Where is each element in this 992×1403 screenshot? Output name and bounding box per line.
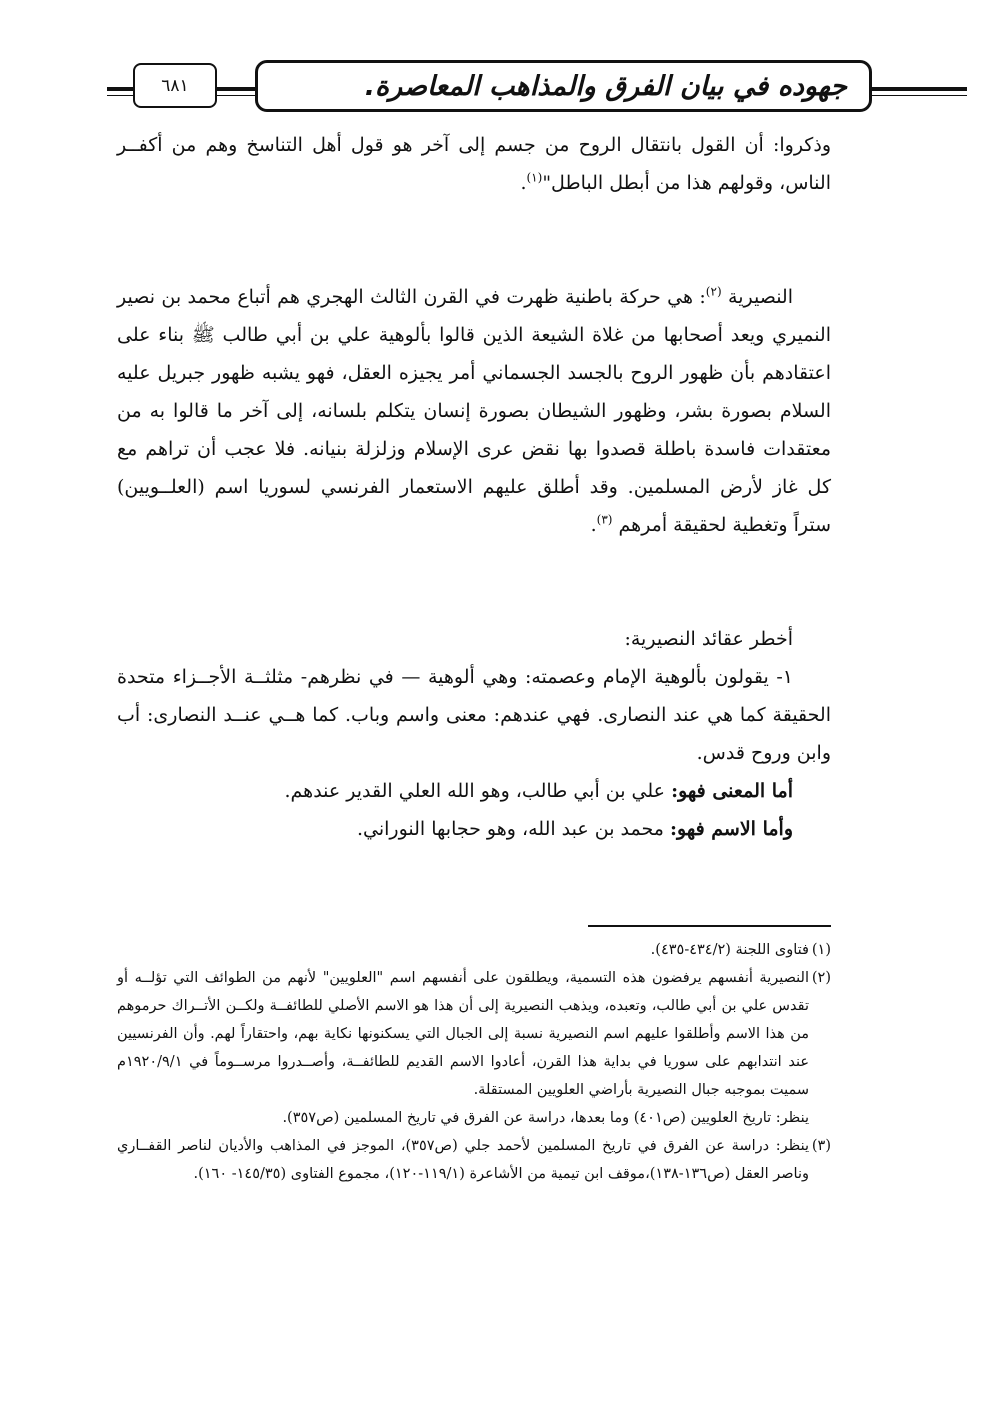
footnote-ref-1[interactable]: (١) [526,170,543,185]
footnote-number: (٢) [811,970,831,986]
footnote-text: النصيرية أنفسهم يرفضون هذه التسمية، ويطلقون على أنفسهم اسم "العلويين" لأنهم من الطوائف التي تؤلــه أو تقدس علي بن أبي طالب، وتعبده، ويذهب النصيرية إلى أن هذا هو الاسم الأصلي للطائفــة ولكــن الأتــراك حرموهم من هذا الاسم وأطلقوا عليهم اسم النصيرية نسبة إلى الجبال التي يسكنونها نكاية بهم، واحتقاراً لهم. وأن الفرنسيين عند انتدابهم على سوريا في بداية هذا القرن، أعادوا الاسم القديم للطائفــة، وأصــدروا مرســوماً في ١٩٢٠/٩/١م سميت بموجبه جبال النصيرية بأراضي العلويين المستقلة. [117,970,809,1098]
paragraph-lead: النصيرية [721,286,793,308]
footnote-2 [117,964,831,1104]
footnote-3 [117,1132,831,1188]
footnote-separator [588,925,831,927]
sub-item-label: أما المعنى فهو: [671,780,793,802]
footnote-1 [117,936,831,964]
section-heading: أخطر عقائد النصيرية: [624,628,793,650]
paragraph-text: وذكروا: أن القول بانتقال الروح من جسم إلى آخر هو قول أهل التناسخ وهم من أكفــر الناس، وقولهم هذا من أبطل الباطل" [117,134,831,194]
footnote-ref-3[interactable]: (٣) [596,512,613,527]
page-number: ٦٨١ [161,75,189,96]
paragraph-nusayriyya [117,278,831,544]
paragraph-end: . [590,514,597,536]
header-title-box [255,60,872,112]
list-item-1: ١- يقولون بألوهية الإمام وعصمته: وهي ألوهية — في نظرهم- مثلثــة الأجــزاء متحدة الحقيقة كما هي عند النصارى. فهي عندهم: معنى واسم وباب. كما هــي عنــد النصارى: أب وابن وروح قدس. [117,666,831,764]
sub-item-label: وأما الاسم فهو: [670,818,793,840]
running-title: جهوده في بيان الفرق والمذاهب المعاصرة. [364,70,847,102]
footnotes [117,936,831,1188]
footnote-number: (١) [811,942,831,958]
page-number-box [133,63,217,108]
body-text [117,126,831,848]
footnote-ref-2[interactable]: (٢) [705,284,722,299]
paragraph-reincarnation [117,126,831,202]
paragraph-end: . [520,172,527,194]
sub-item-meaning [117,772,831,810]
sub-item-text: علي بن أبي طالب، وهو الله العلي القدير عندهم. [284,780,672,802]
sub-item-name [117,810,831,848]
footnote-number: (٣) [811,1138,831,1154]
paragraph-text: : هي حركة باطنية ظهرت في القرن الثالث الهجري هم أتباع محمد بن نصير النميري ويعد أصحابها من غلاة الشيعة الذين قالوا بألوهية علي بن أبي طالب ﷺ بناء على اعتقادهم بأن ظهور الروح بالجسد الجسماني أمر يجيزه العقل، فهو يشبه ظهور جبريل عليه السلام بصورة بشر، وظهور الشيطان بصورة إنسان يتكلم بلسانه، إلى آخر ما قالوا به من معتقدات فاسدة باطلة قصدوا بها نقض عرى الإسلام وزلزلة بنيانه. فلا عجب أن تراهم مع كل غاز لأرض المسلمين. وقد أطلق عليهم الاستعمار الفرنسي لسوريا اسم (العلــويين) ستراً وتغطية لحقيقة أمرهم [117,286,831,536]
sub-item-text: محمد بن عبد الله، وهو حجابها النوراني. [356,818,670,840]
footnote-2-continuation: ينظر: تاريخ العلويين (ص٤٠١) وما بعدها، دراسة عن الفرق في تاريخ المسلمين (ص٣٥٧). [282,1110,809,1126]
footnote-text: ينظر: دراسة عن الفرق في تاريخ المسلمين لأحمد جلي (ص٣٥٧)، الموجز في المذاهب والأديان لناصر القفــاري وناصر العقل (ص١٣٦-١٣٨)،موقف ابن تيمية من الأشاعرة (١١٩/١-١٢٠)، مجموع الفتاوى (١٤٥/٣٥- ١٦٠). [117,1138,809,1182]
footnote-text: فتاوى اللجنة (٤٣٤/٢-٤٣٥). [650,942,809,958]
